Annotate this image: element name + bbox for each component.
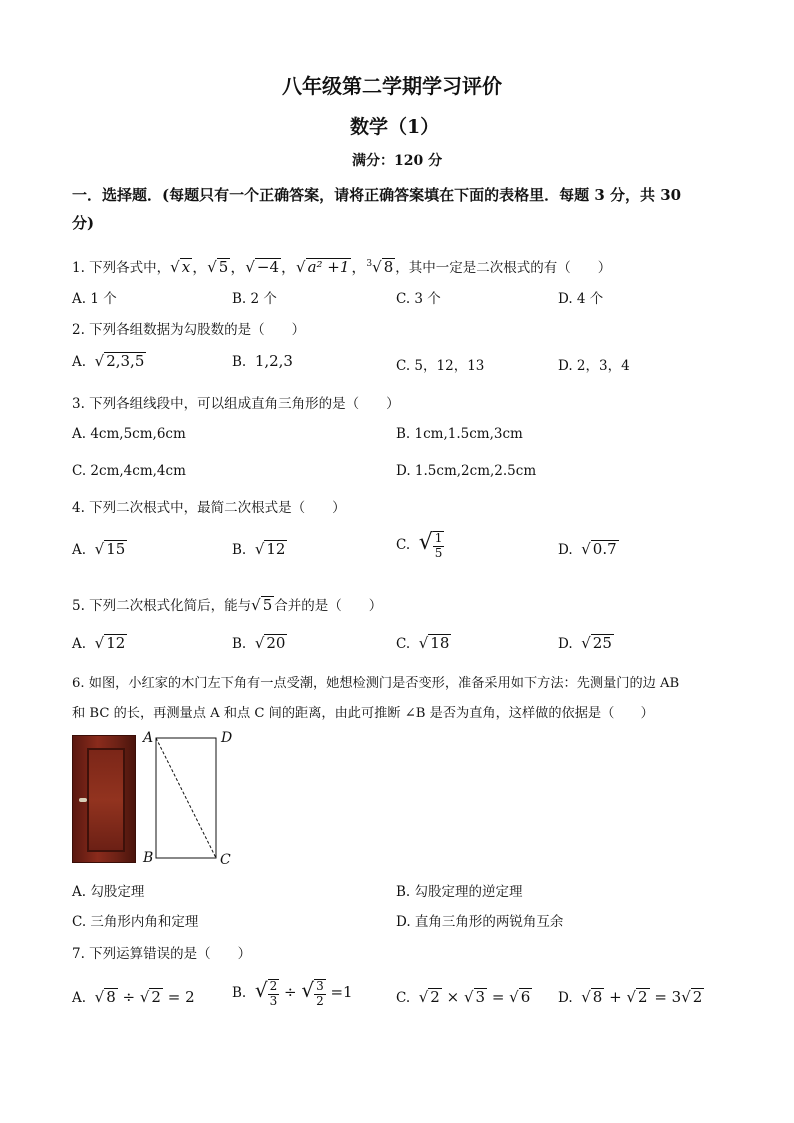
q7-a-op: ÷ [117,988,140,1006]
q1-expr-3: −4 [256,258,279,276]
diagonal-ac [156,738,216,858]
rectangle-diagram [150,730,240,870]
q7-a-r2: 2 [151,988,161,1006]
door-panel [87,748,125,852]
q2-option-a[interactable]: A. √ 2,3,5 [72,352,145,370]
q5-label-c: C. [396,636,411,652]
q4-option-c[interactable]: C. √ $\frac{1}{5}$ [396,530,443,560]
q4-option-d[interactable]: D. √ 0.7 [558,540,617,558]
q7-b-num1: 2 [269,979,278,994]
q3-option-b[interactable]: B. 1cm,1.5cm,3cm [396,426,523,442]
q5-label-a: A. [72,636,87,652]
q1-expr-2: 5 [218,258,229,276]
q7-b-op: ÷ [279,983,302,1001]
q7-b-result: =1 [325,983,353,1001]
q5-option-d[interactable]: D. √ 25 [558,634,612,652]
q5-suffix: 合并的是（ ） [274,598,383,614]
page-title: 八年级第二学期学习评价 [282,74,502,98]
q5-option-c[interactable]: C. √ 18 [396,634,450,652]
q7-c-r1: 2 [430,988,440,1006]
q5-radicand-b: 20 [266,634,286,652]
door-photo [72,735,136,863]
section-heading: 一．选择题．(每题只有一个正确答案，请将正确答案填在下面的表格里．每题 3 分，共 30 [72,186,682,204]
q7-label-a: A. [72,990,87,1006]
q2-option-a-label: A. [72,354,87,370]
q7-b-den1: 3 [269,993,278,1008]
q2-option-b-label: B. [232,354,247,370]
q2-option-b-value: 1,2,3 [254,352,293,370]
question-6-stem: 6. 如图，小红家的木门左下角有一点受潮，她想检测门是否变形，准备采用如下方法：先测量门的边 AB [72,676,680,691]
question-2-stem: 2. 下列各组数据为勾股数的是（ ） [72,322,306,338]
q7-c-eq: = [487,988,510,1006]
q5-radicand-c: 18 [430,634,450,652]
q5-option-b[interactable]: B. √ 20 [232,634,286,652]
q4-option-a[interactable]: A. √ 15 [72,540,126,558]
q1-option-a[interactable]: A. 1 个 [72,291,117,307]
q4-option-b[interactable]: B. √ 12 [232,540,286,558]
q6-option-b[interactable]: B. 勾股定理的逆定理 [396,884,523,900]
q2-option-c[interactable]: C. 5，12，13 [396,358,485,374]
q7-option-a[interactable]: A. √ 8 ÷ √ 2 = 2 [72,988,195,1006]
q4-radicand-d: 0.7 [592,540,617,558]
label-c: C [220,852,231,868]
q2-option-d[interactable]: D. 2，3，4 [558,358,630,374]
q4-radicand-a: 15 [106,540,126,558]
q7-label-b: B. [232,985,247,1001]
q3-option-c[interactable]: C. 2cm,4cm,4cm [72,463,186,479]
q5-radicand-a: 12 [106,634,126,652]
q7-c-r2: 3 [475,988,486,1006]
q2-option-b[interactable] [232,352,293,370]
q6-option-a[interactable]: A. 勾股定理 [72,884,145,900]
q7-option-c[interactable]: C. √ 2 × √ 3 = √ 6 [396,988,531,1006]
q7-a-r1: 8 [106,988,116,1006]
q6-option-d[interactable]: D. 直角三角形的两锐角互余 [396,914,564,930]
question-4-stem: 4. 下列二次根式中，最简二次根式是（ ） [72,500,346,516]
question-3-stem: 3. 下列各组线段中，可以组成直角三角形的是（ ） [72,396,400,412]
q2-option-a-value: 2,3,5 [106,352,145,370]
label-a: A [143,730,154,746]
q7-label-c: C. [396,990,411,1006]
q4-label-a: A. [72,542,87,558]
question-1-stem: 1. 下列各式中，√ x ，√ 5 ，√ −4 ，√ a² +1 ，$^3$√ 8 ，其中一定是二次根式的有（ ） [72,258,612,276]
q7-d-op: + [604,988,627,1006]
question-7-stem: 7. 下列运算错误的是（ ） [72,946,252,962]
q7-c-r3: 6 [520,988,531,1006]
q5-radicand-d: 25 [592,634,612,652]
q4-label-b: B. [232,542,247,558]
door-handle [79,798,87,802]
q7-b-num2: 3 [316,979,324,994]
q7-label-d: D. [558,990,573,1006]
q1-option-d[interactable]: D. 4 个 [558,291,604,307]
q7-d-r3: 2 [692,988,703,1006]
q7-b-den2: 2 [316,993,324,1008]
q6-option-c[interactable]: C. 三角形内角和定理 [72,914,199,930]
q1-suffix: ，其中一定是二次根式的有（ ） [395,260,612,276]
label-b: B [143,850,154,866]
q1-option-c[interactable]: C. 3 个 [396,291,441,307]
q4-frac-num: 1 [434,531,443,546]
full-score: 满分：120 分 [352,153,443,169]
q4-frac-den: 5 [434,545,443,560]
q1-expr-4: a² +1 [307,258,350,276]
page-subtitle: 数学（1） [350,116,440,138]
q3-option-a[interactable]: A. 4cm,5cm,6cm [72,426,186,442]
q5-option-a[interactable]: A. √ 12 [72,634,126,652]
question-6-stem-cont: 和 BC 的长，再测量点 A 和点 C 间的距离，由此可推断 ∠B 是否为直角，这样做的依据是（ ） [72,706,654,721]
q5-label-b: B. [232,636,247,652]
q5-stem-rad: 5 [262,596,273,614]
q5-prefix: 5. 下列二次根式化简后，能与 [72,598,252,614]
q4-label-c: C. [396,537,411,553]
q1-expr-1: x [181,258,191,276]
q7-a-result: = 2 [162,988,195,1006]
q7-option-d[interactable]: D. √ 8 + √ 2 = 3√ 2 [558,988,703,1006]
q4-radicand-b: 12 [266,540,286,558]
question-5-stem: 5. 下列二次根式化简后，能与√ 5 合并的是（ ） [72,596,383,614]
label-d: D [221,730,233,746]
q1-option-b[interactable]: B. 2 个 [232,291,277,307]
section-heading-cont: 分) [72,214,95,232]
q4-label-d: D. [558,542,573,558]
q7-c-op: × [441,988,464,1006]
q7-d-r2: 2 [638,988,648,1006]
q7-d-r1: 8 [592,988,603,1006]
q3-option-d[interactable]: D. 1.5cm,2cm,2.5cm [396,463,537,479]
q7-option-b[interactable]: B. √ $\frac{2}{3}$ ÷ √ $\frac{3}{2}$ =1 [232,978,353,1008]
q1-prefix: 1. 下列各式中， [72,260,171,276]
q5-label-d: D. [558,636,573,652]
q7-d-eq: = 3 [649,988,682,1006]
q1-expr-5-index: 3 [366,259,373,269]
q1-expr-5: 8 [383,258,394,276]
